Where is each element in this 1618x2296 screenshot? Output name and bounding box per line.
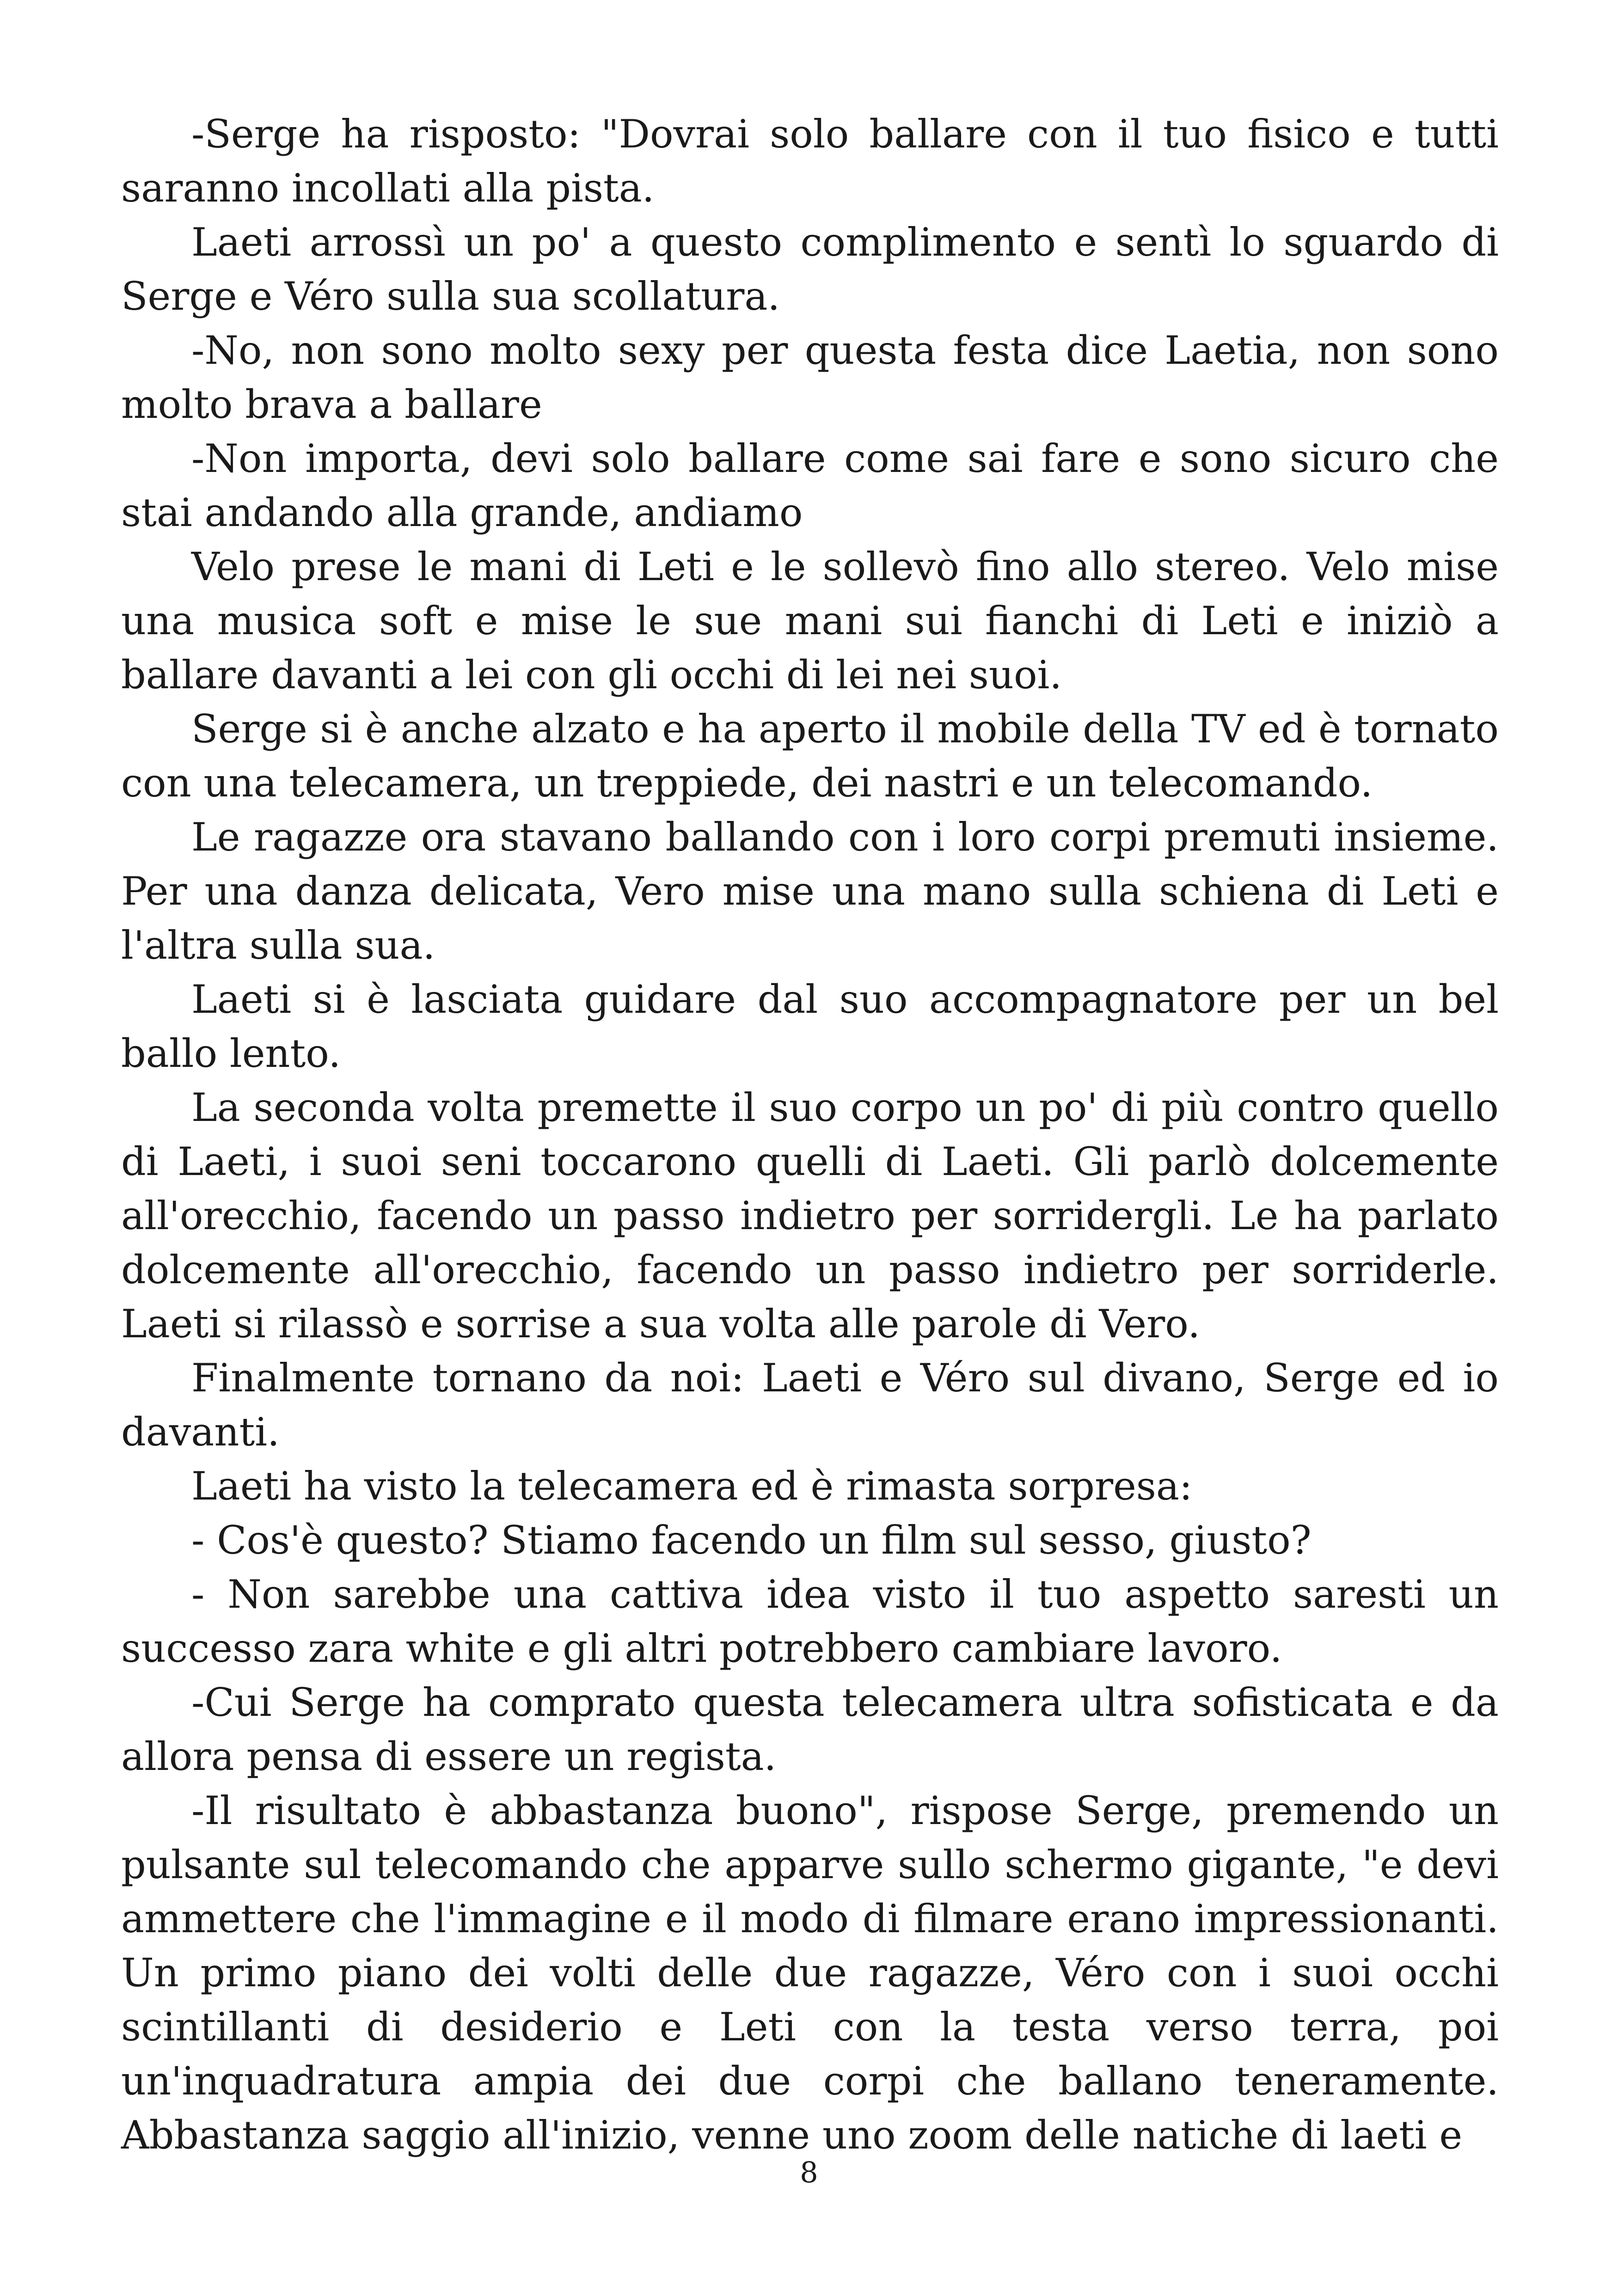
paragraph: Laeti ha visto la telecamera ed è rimasta sorpresa: bbox=[191, 1463, 1193, 1509]
paragraph: Le ragazze ora stavano ballando con i loro corpi premuti insieme. Per una danza delicata, Vero mise una mano sulla schiena di Leti e l'altra sulla sua. bbox=[121, 814, 1499, 968]
paragraph: Velo prese le mani di Leti e le sollevò fino allo stereo. Velo mise una musica soft e mise le sue mani sui fianchi di Leti e iniziò a ballare davanti a lei con gli occhi di lei nei suoi. bbox=[121, 544, 1499, 698]
paragraph: -Il risultato è abbastanza buono", rispose Serge, premendo un pulsante sul telecomando che apparve sullo schermo gigante, "e devi ammettere che l'immagine e il modo di filmare erano impressionanti. Un primo piano dei volti delle due ragazze, Véro con i suoi occhi scintillanti di desiderio e Leti con la testa verso terra, poi un'inquadratura ampia dei due corpi che ballano teneramente. Abbastanza saggio all'inizio, venne uno zoom delle natiche di laeti e bbox=[121, 1788, 1499, 2158]
paragraph: -No, non sono molto sexy per questa festa dice Laetia, non sono molto brava a ballare bbox=[121, 328, 1499, 427]
paragraph: Laeti si è lasciata guidare dal suo accompagnatore per un bel ballo lento. bbox=[121, 977, 1499, 1076]
page-number: 8 bbox=[800, 2155, 818, 2189]
paragraph: -Cui Serge ha comprato questa telecamera ultra sofisticata e da allora pensa di essere un regista. bbox=[121, 1680, 1499, 1779]
paragraph: Laeti arrossì un po' a questo complimento e sentì lo sguardo di Serge e Véro sulla sua scollatura. bbox=[121, 220, 1499, 319]
paragraph: -Non importa, devi solo ballare come sai fare e sono sicuro che stai andando alla grande, andiamo bbox=[121, 436, 1499, 535]
paragraph: - Non sarebbe una cattiva idea visto il tuo aspetto saresti un successo zara white e gli altri potrebbero cambiare lavoro. bbox=[121, 1572, 1499, 1671]
paragraph: La seconda volta premette il suo corpo un po' di più contro quello di Laeti, i suoi seni toccarono quelli di Laeti. Gli parlò dolcemente all'orecchio, facendo un passo indietro per sorridergli. Le ha parlato dolcemente all'orecchio, facendo un passo indietro per sorriderle. Laeti si rilassò e sorrise a sua volta alle parole di Vero. bbox=[121, 1085, 1499, 1347]
paragraph: Finalmente tornano da noi: Laeti e Véro sul divano, Serge ed io davanti. bbox=[121, 1355, 1499, 1455]
paragraph: -Serge ha risposto: "Dovrai solo ballare con il tuo fisico e tutti saranno incollati alla pista. bbox=[121, 111, 1499, 211]
paragraph: - Cos'è questo? Stiamo facendo un film sul sesso, giusto? bbox=[191, 1518, 1312, 1563]
paragraph: Serge si è anche alzato e ha aperto il mobile della TV ed è tornato con una telecamera, un treppiede, dei nastri e un telecomando. bbox=[121, 706, 1499, 806]
body-text bbox=[121, 107, 1499, 2162]
